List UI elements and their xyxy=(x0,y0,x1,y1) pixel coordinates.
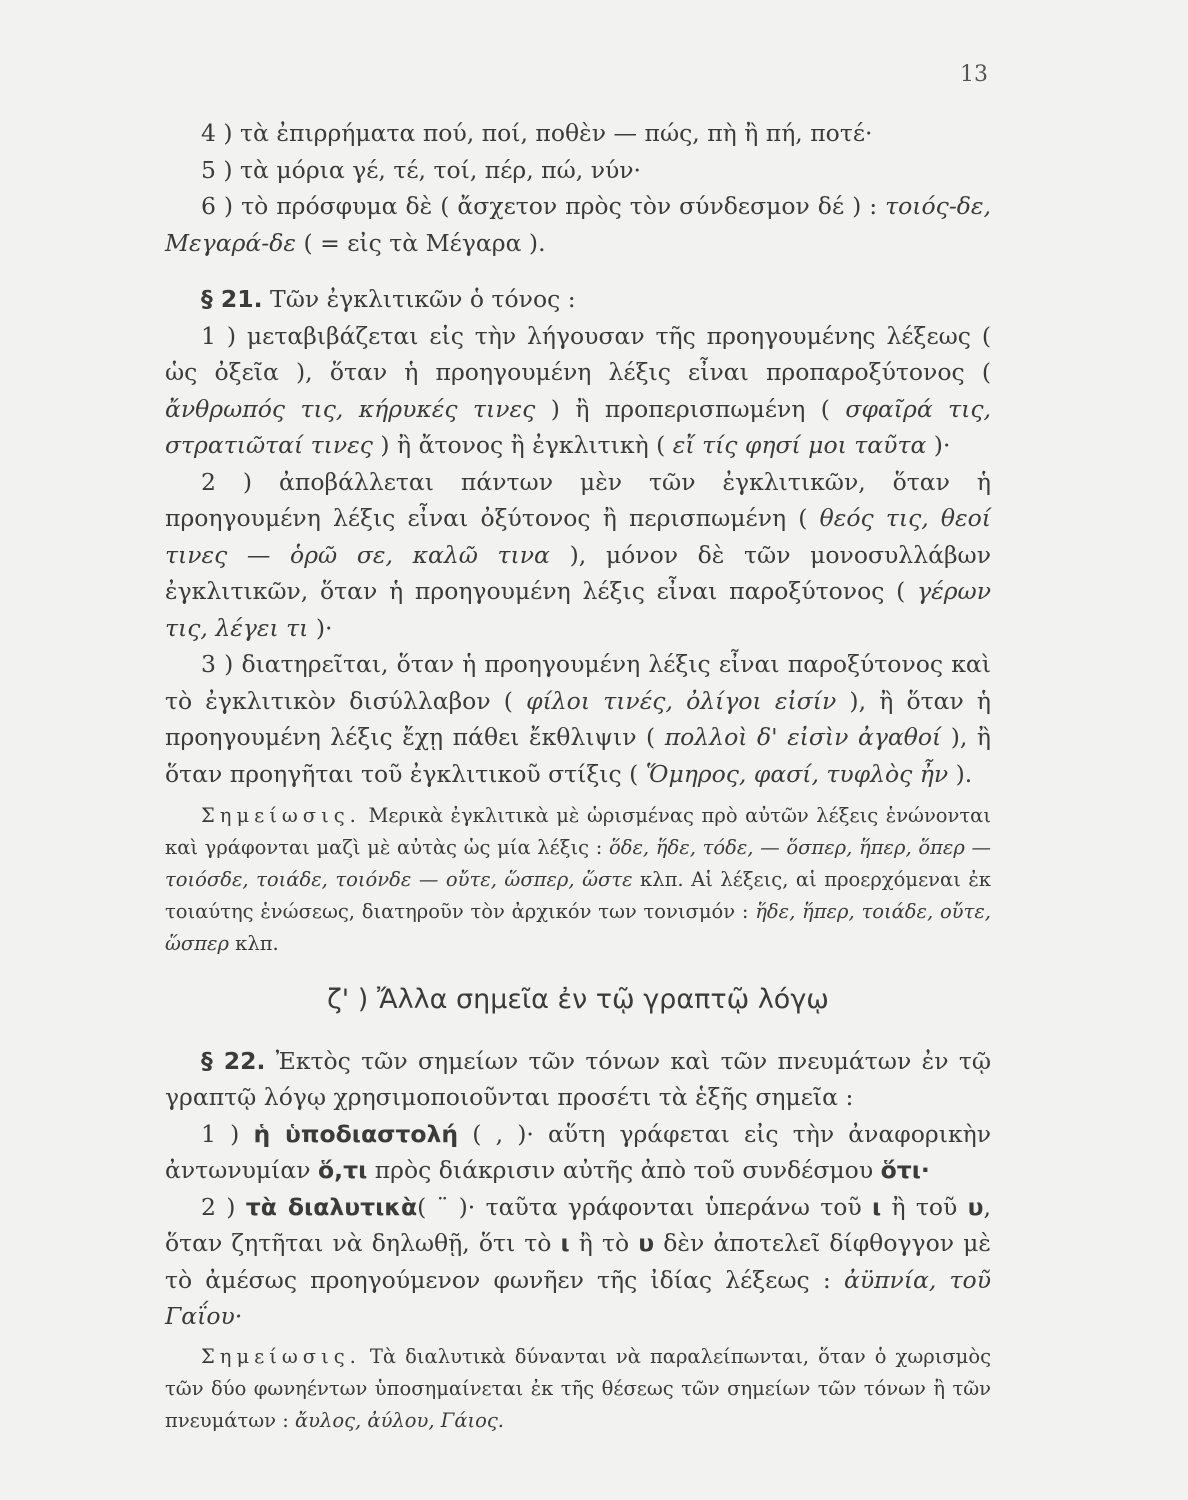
section-22-title: § 22. Ἐκτὸς τῶν σημείων τῶν τόνων καὶ τῶν πνευμάτων ἐν τῷ γραπτῷ λόγῳ χρησιμοποιοῦνται προσέτι τὰ ἑξῆς σημεῖα : xyxy=(165,1046,991,1111)
section-21-item-2: 2 ) ἀποβάλλεται πάντων μὲν τῶν ἐγκλιτικῶν, ὅταν ἡ προηγουμένη λέξις εἶναι ὀξύτονος ἢ περισπωμένη ( θεός τις, θεοί τινες — ὁρῶ σε, καλῶ τινα ), μόνον δὲ τῶν μονοσυλλάβων ἐγκλιτικῶν, ὅταν ἡ προηγουμένη λέξις εἶναι παροξύτονος ( γέρων τις, λέγει τι )· xyxy=(165,467,992,642)
subsection-heading: ζ' ) Ἄλλα σημεῖα ἐν τῷ γραπτῷ λόγῳ xyxy=(327,984,829,1015)
section-21-item-1: 1 ) μεταβιβάζεται εἰς τὴν λήγουσαν τῆς προηγουμένης λέξεως ( ὡς ὀξεῖα ), ὅταν ἡ προηγουμένη λέξις εἶναι προπαροξύτονος ( ἄνθρωπός τις, κήρυκές τινες ) ἢ προπερισπωμένη ( σφαῖρά τις, στρατιῶταί τινες ) ἢ ἄτονος ἢ ἐγκλιτικὴ ( εἴ τίς φησί μοι ταῦτα )· xyxy=(165,321,991,459)
section-21-title: § 21. Τῶν ἐγκλιτικῶν ὁ τόνος : xyxy=(201,285,576,313)
section-22-note: Σημείωσις. Τὰ διαλυτικὰ δύνανται νὰ παραλείπωνται, ὅταν ὁ χωρισμὸς τῶν δύο φωνηέντων ὑποσημαίνεται ἐκ τῆς θέσεως τῶν σημείων τῶν τόνων ἢ τῶν πνευμάτων : ἄυλος, ἀύλου, Γάιος. xyxy=(165,1344,991,1432)
note-label: Σημείωσις. xyxy=(201,1344,361,1368)
item-6: 6 ) τὸ πρόσφυμα δὲ ( ἄσχετον πρὸς τὸν σύνδεσμον δέ ) : τοιός-δε, Μεγαρά-δε ( = εἰς τὰ Μέγαρα ). xyxy=(165,192,991,257)
section-21-note: Σημείωσις. Μερικὰ ἐγκλιτικὰ μὲ ὡρισμένας πρὸ αὐτῶν λέξεις ἑνώνονται καὶ γράφονται μαζὶ μὲ αὐτὰς ὡς μία λέξις : ὅδε, ἥδε, τόδε, — ὅσπερ, ἥπερ, ὅπερ — τοιόσδε, τοιάδε, τοιόνδε — οὔτε, ὥσπερ, ὥστε κλπ. Αἱ λέξεις, αἱ προερχόμεναι ἐκ τοιαύτης ἑνώσεως, διατηροῦν τὸν ἀρχικόν των τονισμόν : ἥδε, ἥπερ, τοιάδε, οὔτε, ὥσπερ κλπ. xyxy=(165,804,991,955)
item-5: 5 ) τὰ μόρια γέ, τέ, τοί, πέρ, πώ, νύν· xyxy=(201,155,642,184)
section-22-item-1: 1 ) ἡ ὑποδιαστολή ( , )· αὕτη γράφεται εἰς τὴν ἀναφορικὴν ἀντωνυμίαν ὅ,τι πρὸς διάκρισιν αὐτῆς ἀπὸ τοῦ συνδέσμου ὅτι· xyxy=(165,1119,991,1184)
page-number: 13 xyxy=(960,62,988,87)
item-4: 4 ) τὰ ἐπιρρήματα πού, ποί, ποθὲν — πώς, πὴ ἢ πή, ποτέ· xyxy=(201,119,873,147)
page-body xyxy=(165,115,991,1437)
note-label: Σημείωσις. xyxy=(201,804,361,827)
section-22-item-2: 2 ) τὰ διαλυτικὰ( ¨ )· ταῦτα γράφονται ὑπεράνω τοῦ ι ἢ τοῦ υ, ὅταν ζητῆται νὰ δηλωθῇ, ὅτι τὸ ι ἢ τὸ υ δὲν ἀποτελεῖ δίφθογγον μὲ τὸ ἀμέσως προηγούμενον φωνῆεν τῆς ἰδίας λέξεως : ἀϋπνία, τοῦ Γαΐου· xyxy=(165,1192,991,1330)
section-21-item-3: 3 ) διατηρεῖται, ὅταν ἡ προηγουμένη λέξις εἶναι παροξύτονος καὶ τὸ ἐγκλιτικὸν δισύλλαβον ( φίλοι τινές, ὀλίγοι εἰσίν ), ἢ ὅταν ἡ προηγουμένη λέξις ἔχῃ πάθει ἔκθλιψιν ( πολλοὶ δ' εἰσὶν ἀγαθοί ), ἢ ὅταν προηγῆται τοῦ ἐγκλιτικοῦ στίξις ( Ὅμηρος, φασί, τυφλὸς ἦν ). xyxy=(165,650,992,788)
